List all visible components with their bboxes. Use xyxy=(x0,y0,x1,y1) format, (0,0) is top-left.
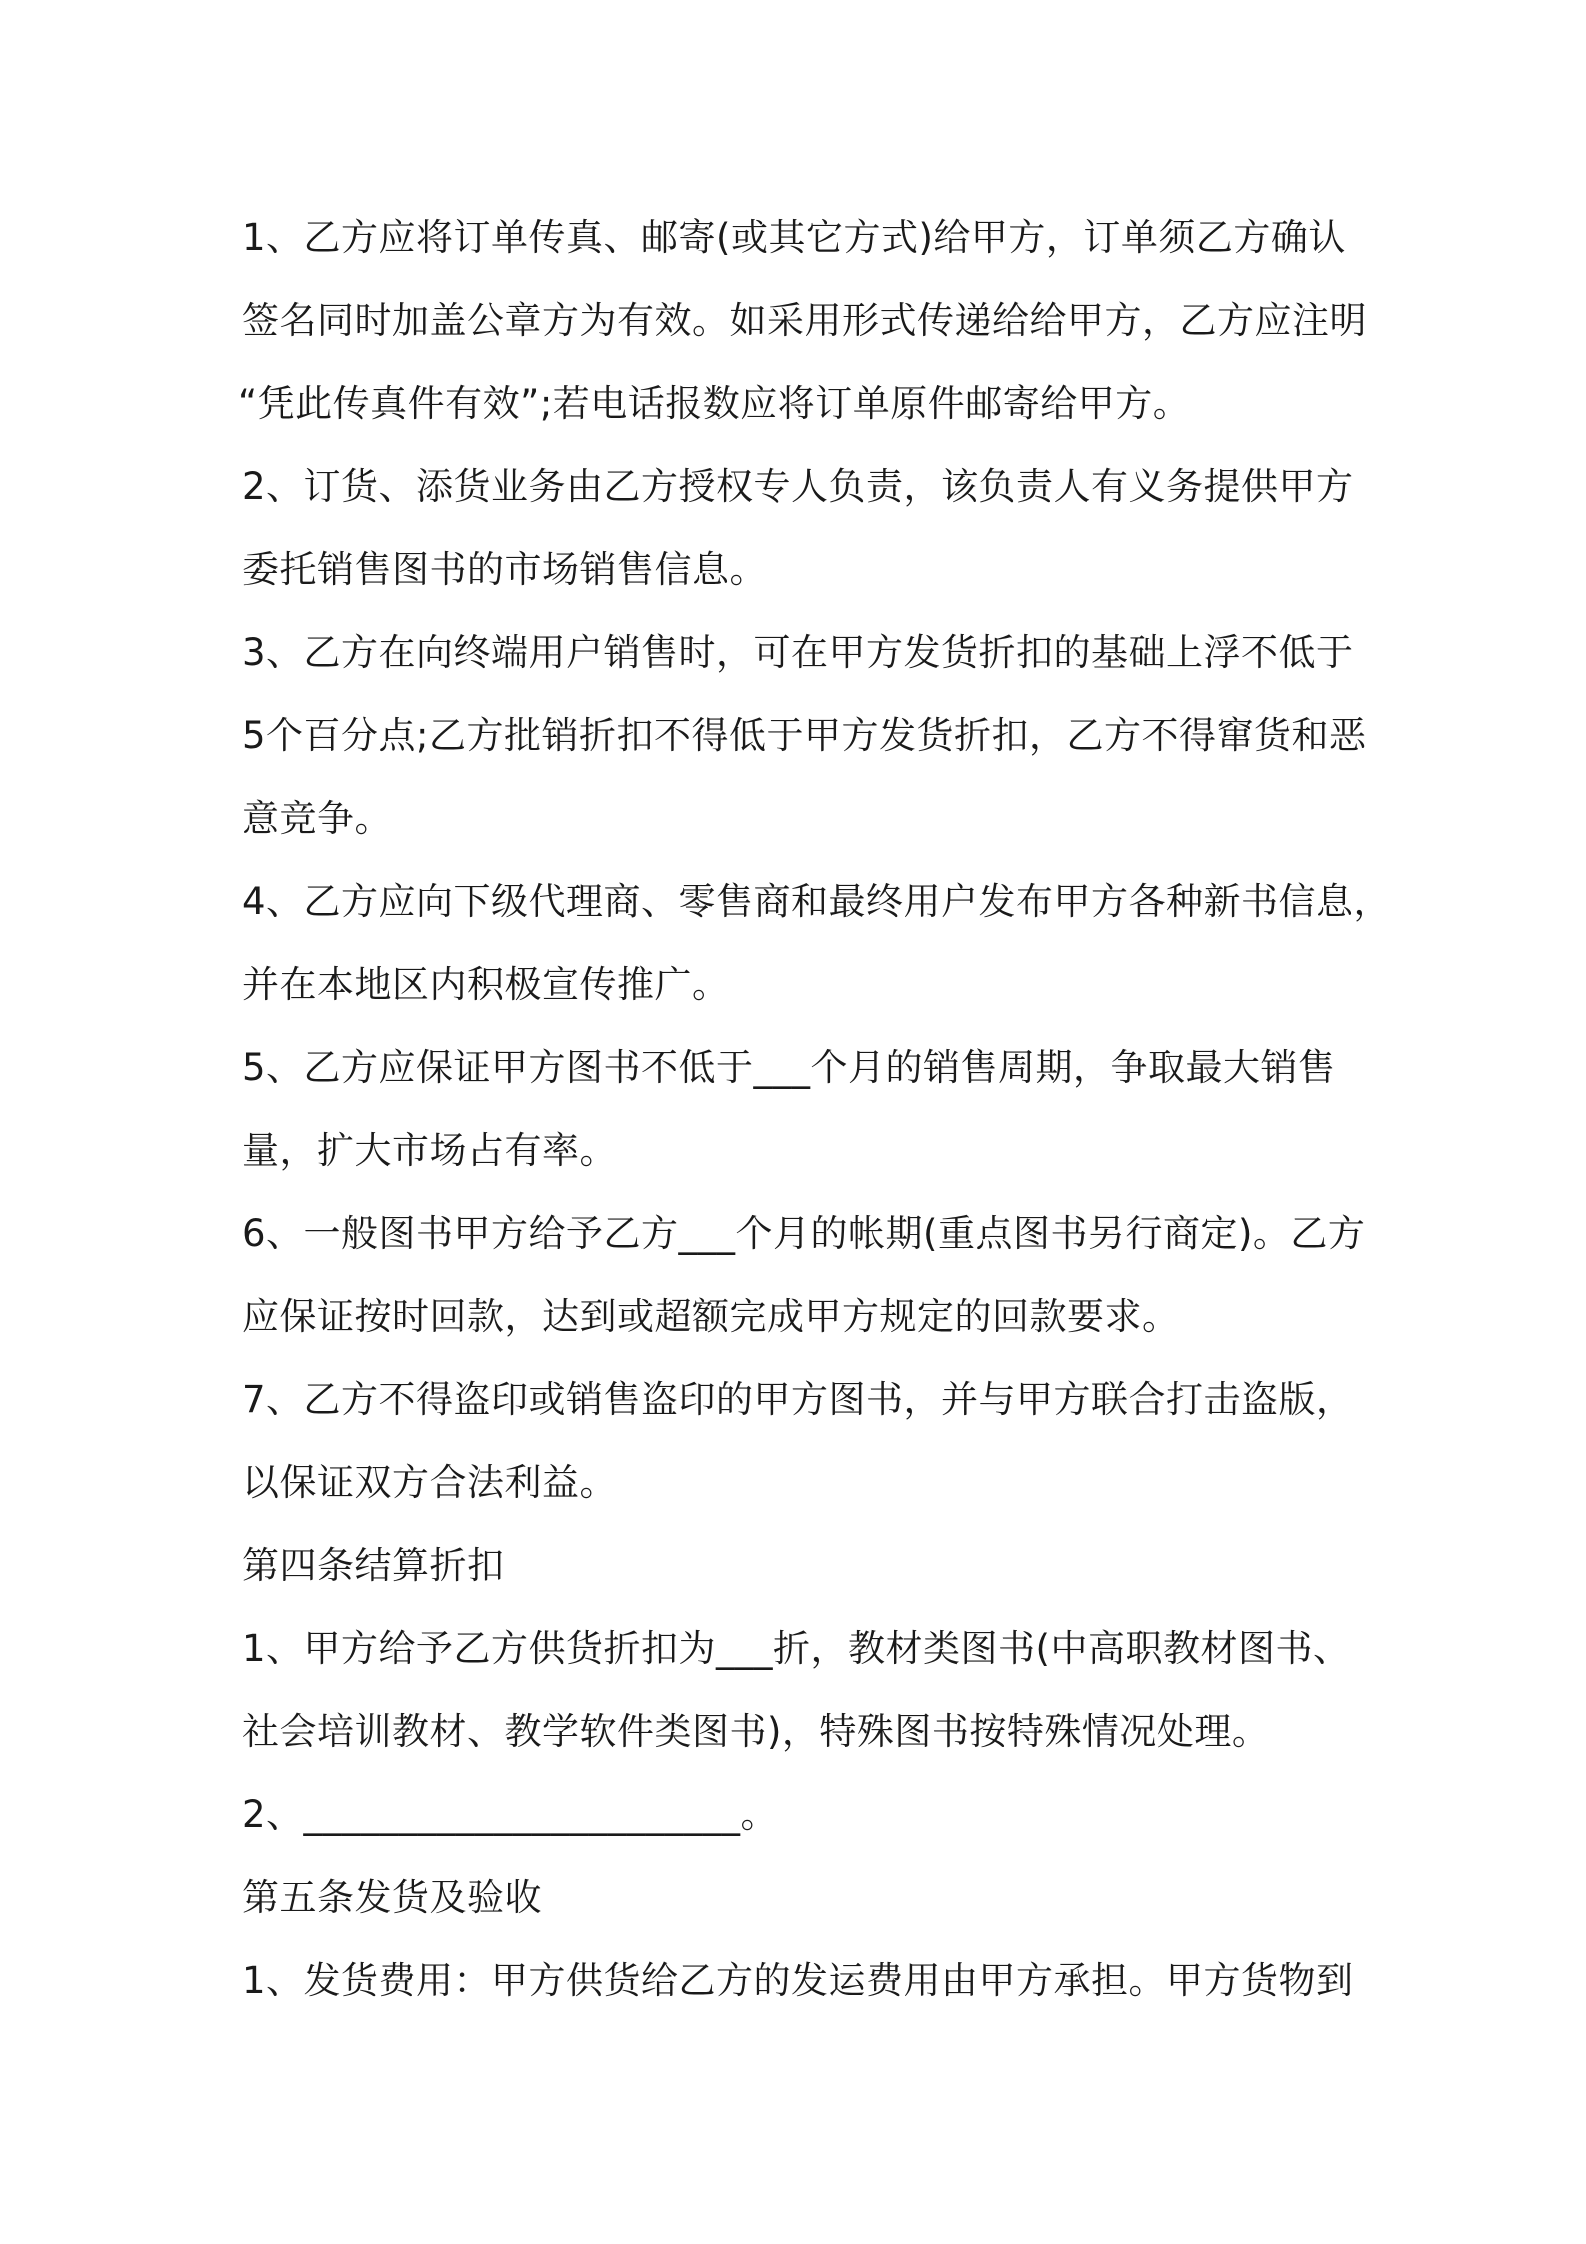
text-line: 5个百分点;乙方批销折扣不得低于甲方发货折扣，乙方不得窜货和恶 xyxy=(242,714,1367,757)
text-line: 6、一般图书甲方给予乙方___个月的帐期(重点图书另行商定)。乙方 xyxy=(242,1212,1366,1255)
text-line: “凭此传真件有效”;若电话报数应将订单原件邮寄给甲方。 xyxy=(238,382,1191,425)
text-line: 2、_______________________。 xyxy=(242,1793,779,1836)
text-line: 委托销售图书的市场销售信息。 xyxy=(242,548,767,591)
text-line: 应保证按时回款，达到或超额完成甲方规定的回款要求。 xyxy=(242,1295,1180,1338)
section-heading: 第四条结算折扣 xyxy=(242,1544,505,1587)
text-line: 7、乙方不得盗印或销售盗印的甲方图书，并与甲方联合打击盗版， xyxy=(242,1378,1354,1421)
text-line: 社会培训教材、教学软件类图书)，特殊图书按特殊情况处理。 xyxy=(242,1710,1270,1753)
text-line: 1、甲方给予乙方供货折扣为___折，教材类图书(中高职教材图书、 xyxy=(242,1627,1351,1670)
text-line: 1、乙方应将订单传真、邮寄(或其它方式)给甲方，订单须乙方确认 xyxy=(242,216,1346,259)
section-heading: 第五条发货及验收 xyxy=(242,1876,542,1919)
text-line: 3、乙方在向终端用户销售时，可在甲方发货折扣的基础上浮不低于 xyxy=(242,631,1354,674)
text-line: 意竞争。 xyxy=(242,797,392,840)
text-line: 以保证双方合法利益。 xyxy=(242,1461,617,1504)
contract-body xyxy=(238,196,1392,2022)
text-line: 5、乙方应保证甲方图书不低于___个月的销售周期，争取最大销售 xyxy=(242,1046,1336,1089)
text-line: 签名同时加盖公章方为有效。如采用形式传递给给甲方，乙方应注明 xyxy=(242,299,1367,342)
text-line: 4、乙方应向下级代理商、零售商和最终用户发布甲方各种新书信息， xyxy=(242,880,1392,923)
text-line: 量，扩大市场占有率。 xyxy=(242,1129,617,1172)
text-line: 2、订货、添货业务由乙方授权专人负责，该负责人有义务提供甲方 xyxy=(242,465,1354,508)
text-line: 1、发货费用：甲方供货给乙方的发运费用由甲方承担。甲方货物到 xyxy=(242,1959,1354,2002)
text-line: 并在本地区内积极宣传推广。 xyxy=(242,963,730,1006)
